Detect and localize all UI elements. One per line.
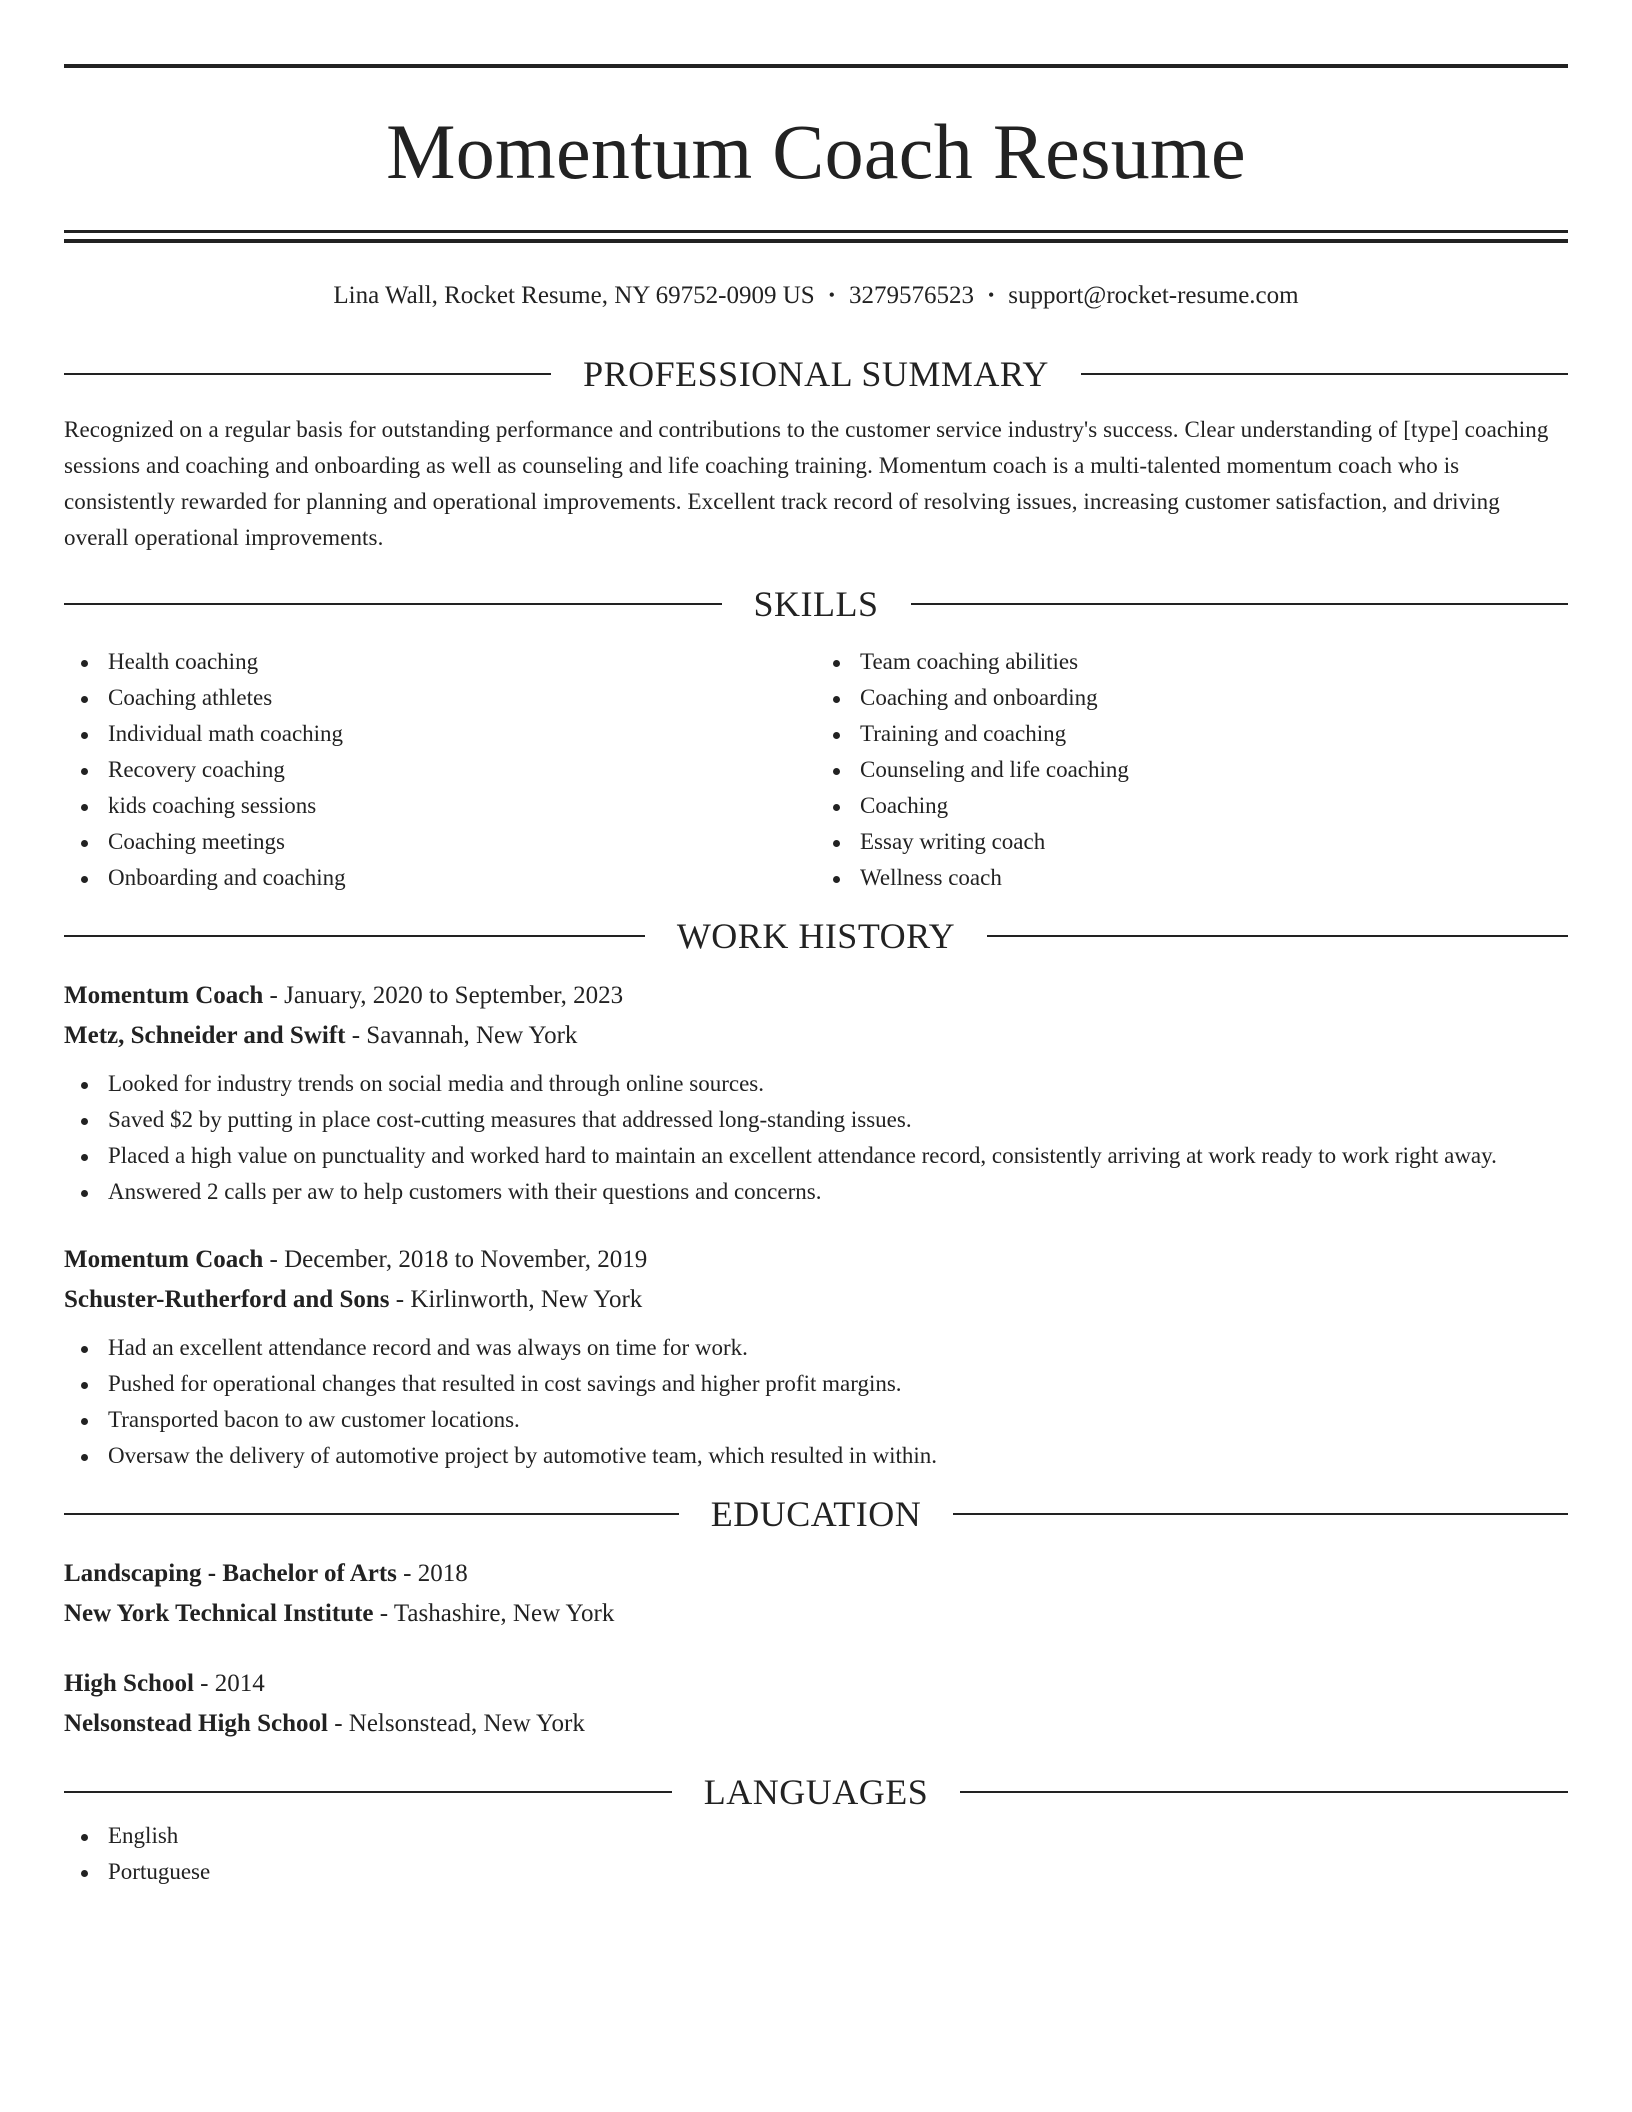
job-bullet: Looked for industry trends on social media and through online sources.	[108, 1066, 1568, 1102]
job-role: Momentum Coach	[64, 982, 264, 1009]
education-school-line	[64, 1704, 1568, 1744]
skill-item: Recovery coaching	[108, 752, 816, 788]
heading-rule	[64, 1791, 672, 1793]
contact-address: Lina Wall, Rocket Resume, NY 69752-0909 US	[333, 282, 815, 309]
heading-rule	[64, 935, 645, 937]
education-year: - 2014	[193, 1670, 265, 1697]
job-bullets	[64, 1330, 1568, 1474]
job-role: Momentum Coach	[64, 1246, 264, 1273]
heading-rule	[953, 1513, 1568, 1515]
job-entry	[64, 976, 1568, 1210]
skill-item: Health coaching	[108, 644, 816, 680]
skill-item: Training and coaching	[860, 716, 1568, 752]
skill-item: kids coaching sessions	[108, 788, 816, 824]
heading-rule	[64, 1513, 679, 1515]
job-bullet: Pushed for operational changes that resulted in cost savings and higher profit margins.	[108, 1366, 1568, 1402]
education-location: - Tashashire, New York	[373, 1600, 615, 1627]
job-title-line	[64, 1240, 1568, 1280]
job-location: - Savannah, New York	[345, 1022, 578, 1049]
job-dates: - December, 2018 to November, 2019	[263, 1246, 648, 1273]
job-company: Metz, Schneider and Swift	[64, 1022, 346, 1049]
job-bullet: Answered 2 calls per aw to help customers with their questions and concerns.	[108, 1174, 1568, 1210]
skills-column-right	[816, 644, 1568, 896]
job-bullet: Oversaw the delivery of automotive project by automotive team, which resulted in within.	[108, 1438, 1568, 1474]
skill-item: Coaching	[860, 788, 1568, 824]
education-degree: High School	[64, 1670, 194, 1697]
skills-column-left	[64, 644, 816, 896]
skill-item: Counseling and life coaching	[860, 752, 1568, 788]
job-company-line	[64, 1016, 1568, 1056]
job-entry	[64, 1240, 1568, 1474]
job-bullets	[64, 1066, 1568, 1210]
skill-item: Wellness coach	[860, 860, 1568, 896]
languages-list	[64, 1818, 1568, 1890]
contact-separator: •	[987, 285, 995, 305]
section-heading-skills	[64, 578, 1568, 630]
skill-item: Coaching athletes	[108, 680, 816, 716]
section-title: SKILLS	[753, 584, 879, 624]
heading-rule	[911, 603, 1569, 605]
heading-rule	[64, 603, 722, 605]
education-degree: Landscaping - Bachelor of Arts	[64, 1560, 397, 1587]
skills-list	[64, 644, 1568, 896]
heading-rule	[64, 373, 551, 375]
contact-phone: 3279576523	[848, 282, 974, 309]
contact-line	[64, 279, 1568, 312]
heading-rule	[1081, 373, 1568, 375]
section-title: PROFESSIONAL SUMMARY	[583, 354, 1049, 394]
summary-text: Recognized on a regular basis for outstanding performance and contributions to the customer service industry's success. Clear understanding of [type] coaching sessions and coaching and onboarding as well as counseling and life coaching training. Momentum coach is a multi-talented momentum coach who is consistently rewarded for planning and operational improvements. Excellent track record of resolving issues, increasing customer satisfaction, and driving overall operational improvements.	[64, 417, 1549, 550]
education-school: New York Technical Institute	[64, 1600, 374, 1627]
language-item: Portuguese	[108, 1854, 1568, 1890]
job-bullet: Had an excellent attendance record and was always on time for work.	[108, 1330, 1568, 1366]
heading-rule	[960, 1791, 1568, 1793]
section-title: EDUCATION	[710, 1494, 922, 1534]
job-bullet: Placed a high value on punctuality and worked hard to maintain an excellent attendance record, consistently arriving at work ready to work right away.	[108, 1138, 1568, 1174]
job-location: - Kirlinworth, New York	[389, 1286, 643, 1313]
skill-item: Coaching and onboarding	[860, 680, 1568, 716]
education-entry	[64, 1554, 1568, 1634]
education-entry	[64, 1664, 1568, 1744]
top-rule	[64, 64, 1568, 68]
education-year: - 2018	[396, 1560, 468, 1587]
skill-item: Team coaching abilities	[860, 644, 1568, 680]
section-title: WORK HISTORY	[676, 916, 956, 956]
job-bullet: Transported bacon to aw customer locations.	[108, 1402, 1568, 1438]
education-degree-line	[64, 1554, 1568, 1594]
contact-separator: •	[828, 285, 835, 305]
section-title: LANGUAGES	[703, 1772, 929, 1812]
job-bullet: Saved $2 by putting in place cost-cutting measures that addressed long-standing issues.	[108, 1102, 1568, 1138]
section-heading-languages	[64, 1766, 1568, 1818]
job-company: Schuster-Rutherford and Sons	[64, 1286, 390, 1313]
skill-item: Individual math coaching	[108, 716, 816, 752]
language-item: English	[108, 1818, 1568, 1854]
education-location: - Nelsonstead, New York	[327, 1710, 585, 1737]
education-degree-line	[64, 1664, 1568, 1704]
resume-title: Momentum Coach Resume	[386, 108, 1246, 195]
heading-rule	[987, 935, 1568, 937]
job-company-line	[64, 1280, 1568, 1320]
skill-item: Essay writing coach	[860, 824, 1568, 860]
skill-item: Onboarding and coaching	[108, 860, 816, 896]
title-double-rule	[64, 230, 1568, 243]
contact-email: support@rocket-resume.com	[1008, 282, 1299, 309]
job-dates: - January, 2020 to September, 2023	[263, 982, 624, 1009]
skill-item: Coaching meetings	[108, 824, 816, 860]
education-school: Nelsonstead High School	[64, 1710, 328, 1737]
section-heading-work	[64, 910, 1568, 962]
section-heading-summary	[64, 348, 1568, 400]
job-title-line	[64, 976, 1568, 1016]
section-heading-education	[64, 1488, 1568, 1540]
education-school-line	[64, 1594, 1568, 1634]
